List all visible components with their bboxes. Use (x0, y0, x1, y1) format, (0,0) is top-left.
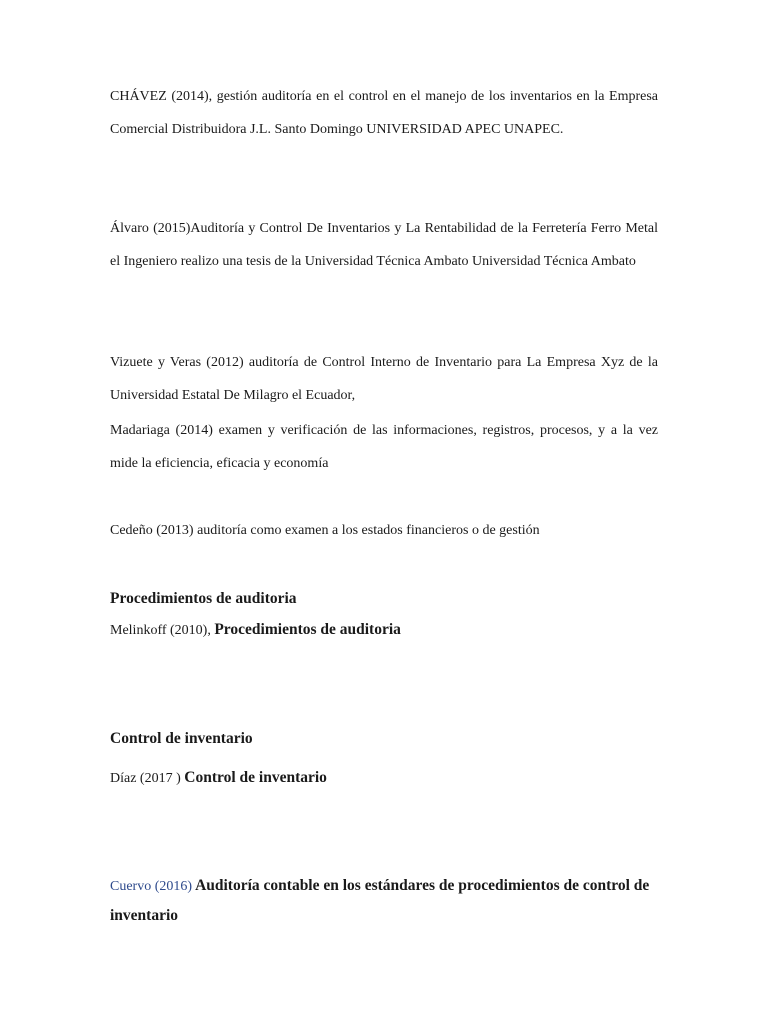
reference-diaz (110, 769, 327, 787)
reference-cuervo-title: Auditoría contable en los estándares de procedimientos de control de inventario (110, 877, 650, 924)
reference-madariaga: Madariaga (2014) examen y verificación de las informaciones, registros, procesos, y a la vez mide la eficiencia, eficacia y economía (110, 423, 658, 471)
reference-vizuete: Vizuete y Veras (2012) auditoría de Control Interno de Inventario para La Empresa Xyz de la Universidad Estatal De Milagro el Ecuador, (110, 355, 658, 403)
reference-cedeno: Cedeño (2013) auditoría como examen a los estados financieros o de gestión (110, 523, 540, 538)
reference-melinkoff-title: Procedimientos de auditoria (214, 621, 401, 638)
reference-chavez: CHÁVEZ (2014), gestión auditoría en el control en el manejo de los inventarios en la Empresa Comercial Distribuidora J.L. Santo Domingo UNIVERSIDAD APEC UNAPEC. (110, 89, 658, 137)
reference-cuervo-author: Cuervo (2016) (110, 879, 193, 894)
reference-diaz-title: Control de inventario (184, 769, 327, 786)
reference-diaz-author: Díaz (2017 ) (110, 771, 185, 786)
heading-procedimientos: Procedimientos de auditoria (110, 590, 297, 607)
reference-alvaro: Álvaro (2015)Auditoría y Control De Inventarios y La Rentabilidad de la Ferretería Ferro Metal el Ingeniero realizo una tesis de la Universidad Técnica Ambato Universidad Técnica Ambato (110, 221, 658, 269)
reference-cuervo (110, 871, 670, 930)
reference-melinkoff (110, 621, 401, 639)
reference-melinkoff-author: Melinkoff (2010), (110, 623, 215, 638)
heading-control-inventario: Control de inventario (110, 730, 253, 747)
